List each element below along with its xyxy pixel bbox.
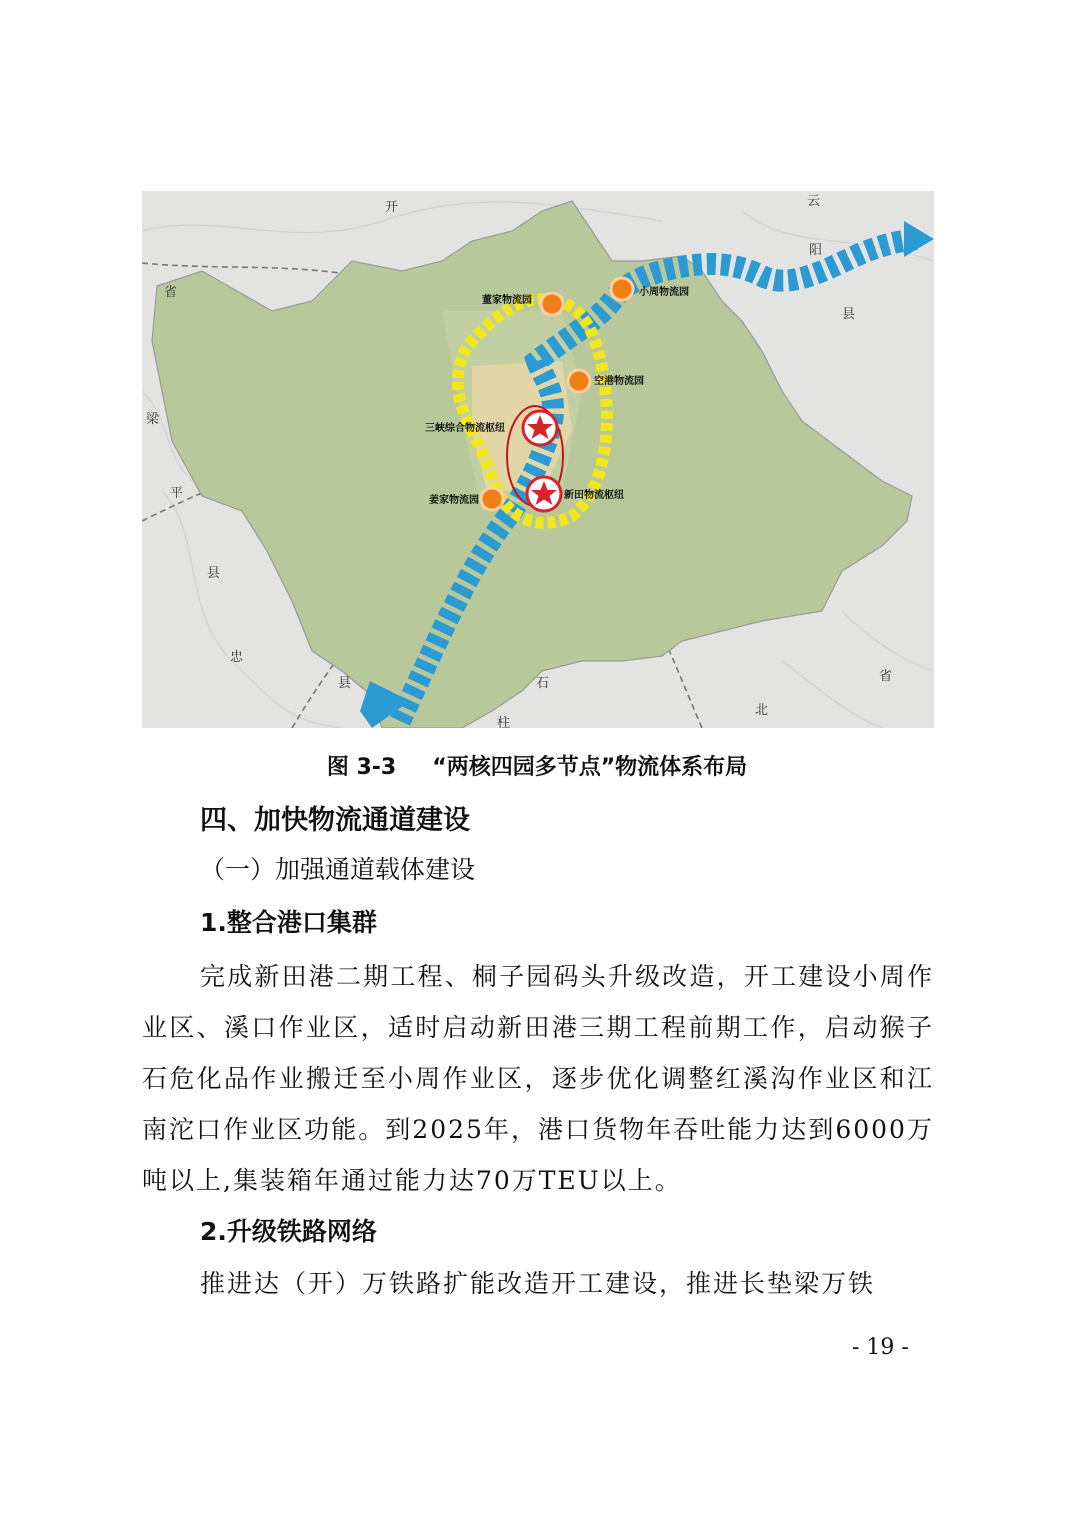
sanxia-hub-marker: [523, 411, 557, 445]
region-label: 忠: [230, 650, 244, 665]
sanxia-hub-label: 三峡综合物流枢纽: [425, 423, 505, 434]
logistics-layout-map: [142, 191, 934, 728]
region-label: 开: [385, 200, 399, 215]
dongjia-park-label: 董家物流园: [482, 295, 532, 306]
region-label: 北: [755, 703, 769, 718]
region-label: 县: [207, 566, 221, 581]
xiaozhou-park-marker: [611, 278, 633, 300]
dongjia-park-marker: [541, 293, 563, 315]
figure-title: “两核四园多节点”物流体系布局: [432, 755, 748, 780]
region-label: 柱: [497, 716, 511, 728]
figure-number: 图 3-3: [326, 755, 397, 780]
region-label: 阳: [809, 243, 823, 258]
xiaozhou-park-label: 小周物流园: [639, 287, 689, 298]
region-label: 云: [807, 194, 821, 209]
paragraph-rail: 推进达（开）万铁路扩能改造开工建设，推进长垫梁万铁: [200, 1269, 876, 1298]
figure-caption: [0, 750, 1074, 781]
region-label: 省: [164, 285, 178, 300]
region-label: 县: [842, 307, 856, 322]
section-heading: 四、加快物流通道建设: [200, 805, 470, 836]
item-heading-rail: 2.升级铁路网络: [200, 1217, 377, 1246]
subsection-heading: （一）加强通道载体建设: [200, 855, 476, 884]
jiangjia-park-marker: [481, 488, 503, 510]
region-label: 平: [170, 486, 184, 501]
xintian-hub-label: 新田物流枢纽: [564, 490, 624, 501]
konggang-park-label: 空港物流园: [594, 376, 644, 387]
jiangjia-park-label: 姜家物流园: [429, 495, 479, 506]
region-label: 省: [879, 669, 893, 684]
region-label: 石: [536, 676, 550, 691]
page-number: - 19 -: [852, 1335, 909, 1360]
konggang-park-marker: [568, 370, 590, 392]
item-heading-port: 1.整合港口集群: [200, 908, 377, 937]
region-label: 梁: [146, 412, 160, 427]
xintian-hub-marker: [527, 477, 561, 511]
region-label: 县: [338, 676, 352, 691]
paragraph-port: 完成新田港二期工程、桐子园码头升级改造，开工建设小周作业区、溪口作业区，适时启动新田港三期工程前期工作，启动猴子石危化品作业搬迁至小周作业区，逐步优化调整红溪沟作业区和江南沱口作业区功能。到2025年，港口货物年吞吐能力达到6000万吨以上,集装箱年通过能力达70万TEU以上。: [142, 962, 934, 1195]
